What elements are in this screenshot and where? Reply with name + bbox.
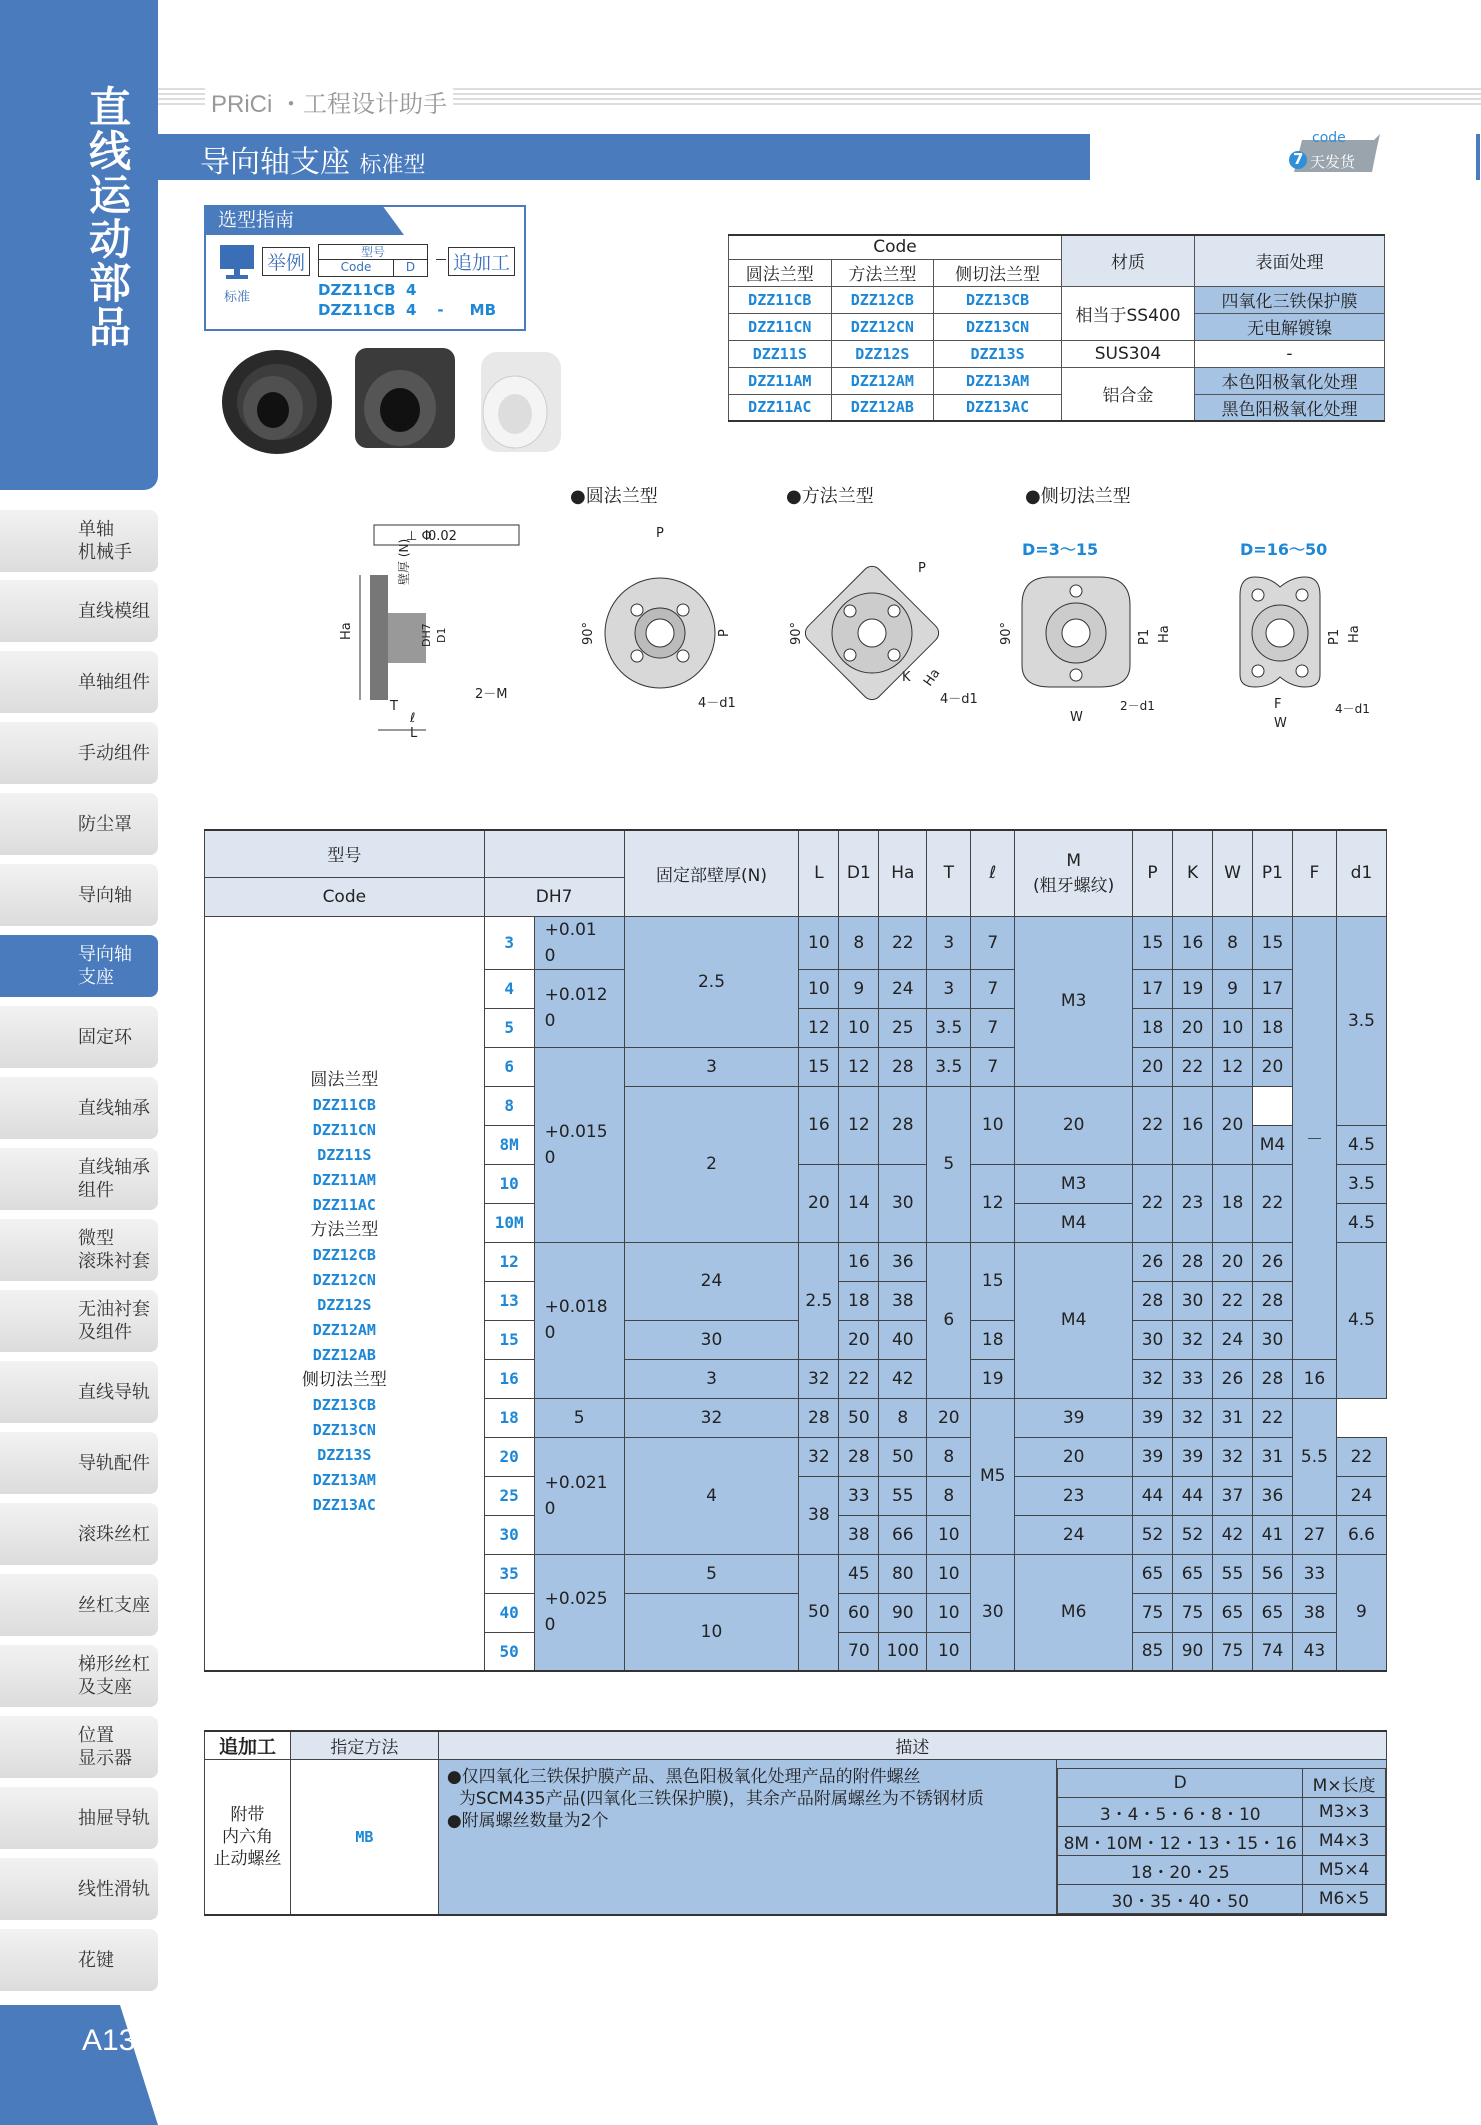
table-row: 18 5 32 28 50 8 20 M5 39 39 32 31 22 5.5 [205, 1398, 1387, 1437]
page-title: 导向轴支座 标准型 [200, 145, 426, 180]
table-row: 6 +0.015 0 3 15 12 28 3.5 7 20 22 12 20 [205, 1047, 1387, 1086]
svg-text:Ha: Ha [339, 622, 354, 640]
sidebar-item-dust-cover[interactable]: 防尘罩 [0, 793, 158, 855]
side-cut-flange-photo [481, 352, 561, 452]
example-1: DZZ11CB 4 [318, 281, 417, 299]
sidebar-item-collar[interactable]: 固定环 [0, 1006, 158, 1068]
sidebar-item-spline[interactable]: 花键 [0, 1929, 158, 1991]
sidebar-item-position-indicator[interactable]: 位置 显示器 [0, 1716, 158, 1778]
svg-text:P: P [656, 526, 664, 541]
svg-text:Ha: Ha [920, 666, 944, 690]
svg-text:W: W [1274, 716, 1287, 731]
svg-text:ℓ: ℓ [410, 711, 416, 726]
page-number: A1303 [82, 2024, 169, 2057]
svg-text:P: P [717, 629, 732, 637]
svg-text:DH7: DH7 [420, 623, 433, 647]
sidebar-item-manual-unit[interactable]: 手动组件 [0, 722, 158, 784]
table-row: 圆法兰型 DZZ11CB DZZ11CN DZZ11S DZZ11AM DZZ11AC 方法兰型 DZZ12CB DZZ12CN DZZ12S DZZ12AM DZZ12AB 侧切法兰型 DZZ13CB DZZ13CN DZZ13S DZZ13AM DZZ13AC 3 +0.01 0 2.5 10 8 22 3 7 M3 15 16 8 15 － 3.5 [205, 916, 1387, 969]
sidebar-item-drawer-slide[interactable]: 抽屉导轨 [0, 1787, 158, 1849]
svg-text:P1: P1 [1327, 628, 1342, 645]
table-row: 25 38 33 55 8 23 44 44 37 36 24 [205, 1476, 1387, 1515]
table-row: 35 +0.025 0 5 50 45 80 10 30 M6 65 65 55 56 33 9 [205, 1554, 1387, 1593]
header-edge [1476, 134, 1480, 180]
sidebar-item-linear-bearing-unit[interactable]: 直线轴承 组件 [0, 1148, 158, 1210]
round-flange-label: ●圆法兰型 [570, 486, 658, 507]
side-large-label: D=16～50 [1240, 540, 1328, 559]
sidebar-item-single-axis-robot[interactable]: 单轴 机械手 [0, 510, 158, 572]
table-row: 8 2 16 12 28 5 10 20 22 16 20 [205, 1086, 1387, 1125]
table-row: 50 70 100 10 85 90 75 74 43 [205, 1632, 1387, 1671]
sidebar-item-mini-ball-bushing[interactable]: 微型 滚珠衬套 [0, 1219, 158, 1281]
square-flange-label: ●方法兰型 [786, 486, 874, 507]
addon-label: 追加工 [448, 247, 515, 276]
svg-text:⊥ Φ: ⊥ Φ [406, 529, 432, 544]
example-label: 举例 [262, 247, 310, 276]
spec-table-body [205, 916, 1387, 1671]
table-row: 40 10 60 90 10 75 75 65 65 38 [205, 1593, 1387, 1632]
delivery-badge: code 7 天发货 [1282, 132, 1382, 174]
sidebar-item-screw-support[interactable]: 丝杠支座 [0, 1574, 158, 1636]
table-row: 20 +0.021 0 4 32 28 50 8 20 39 39 32 31 22 [205, 1437, 1387, 1476]
svg-text:P1: P1 [1137, 628, 1152, 645]
svg-text:4－d1: 4－d1 [940, 692, 978, 707]
svg-text:2－d1: 2－d1 [1120, 699, 1155, 713]
svg-text:P: P [918, 561, 926, 576]
sidebar-item-guide-shaft[interactable]: 导向轴 [0, 864, 158, 926]
table-row: 16 3 32 22 42 19 32 33 26 28 16 [205, 1359, 1387, 1398]
standard-label: 标准 [224, 290, 251, 305]
side-small-label: D=3～15 [1022, 540, 1099, 559]
table-row: 30 38 66 10 24 52 52 42 41 27 6.6 [205, 1515, 1387, 1554]
brand: PRiCi ・工程设计助手 [205, 84, 453, 119]
svg-text:0.02: 0.02 [428, 529, 457, 544]
sidebar-item-shaft-support[interactable]: 导向轴 支座 [0, 935, 158, 997]
sidebar-item-oilless-bushing[interactable]: 无油衬套 及组件 [0, 1290, 158, 1352]
svg-text:4－d1: 4－d1 [698, 696, 736, 711]
svg-text:Ha: Ha [1347, 625, 1362, 643]
svg-text:T: T [390, 699, 398, 714]
title-bar-tail [1040, 134, 1100, 180]
svg-text:Ha: Ha [1157, 625, 1172, 643]
square-flange-photo [355, 348, 455, 448]
code-list: 圆法兰型 DZZ11CB DZZ11CN DZZ11S DZZ11AM DZZ11AC 方法兰型 DZZ12CB DZZ12CN DZZ12S DZZ12AM DZZ12AB 侧切法兰型 DZZ13CB DZZ13CN DZZ13S DZZ13AM DZZ13AC [205, 916, 485, 1671]
svg-text:W: W [1070, 710, 1083, 725]
table-row: 8M M4 4.5 [205, 1125, 1387, 1164]
guide-head-arrow [368, 205, 404, 235]
round-flange-drawing [581, 526, 736, 711]
side-cut-large-drawing [1240, 577, 1370, 731]
monitor-icon [218, 243, 260, 283]
spec-table: 型号 固定部壁厚(N) L D1 Ha T ℓ M (粗牙螺纹) P K W P1 F d1 Code DH7 圆法兰型 DZZ11CB DZZ11CN DZZ11S DZZ11AM DZZ11AC 方法兰型 DZZ12CB DZZ12CN DZZ12S DZZ12AM DZZ12AB 侧切法兰型 DZZ13CB DZZ13CN DZZ13S DZZ13AM DZZ13AC 3 +0.01 0 2.5 10 8 22 3 7 M3 15 16 8 15 － 3.5 4 +0.012 0 10 9 24 3 7 17 19 9 17 5 12 10 25 3.5 7 18 20 10 18 6 +0.015 0 3 15 12 28 3.5 7 20 22 12 20 8 2 16 12 28 5 10 20 22 16 20 8M M4 4.5 10 20 14 30 12 M3 22 23 18 22 3.5 10M M4 4.5 12 +0.018 0 24 2.5 16 36 6 15 M4 26 28 20 26 4.5 13 18 38 28 30 22 28 15 30 20 40 18 30 32 24 30 16 3 32 22 42 19 32 33 26 28 16 18 5 32 28 50 8 20 M5 39 39 32 31 22 5.5 20 +0.021 0 4 32 28 50 8 20 39 39 32 31 22 25 38 33 55 8 23 44 44 37 36 24 30 38 66 10 24 52 52 42 41 27 6.6 35 +0.025 0 5 50 45 80 10 30 M6 65 65 55 56 33 9 40 10 60 90 10 75 75 65 65 38 50 70 100 10 85 90 75 74 43 [204, 829, 1387, 1672]
material-table: Code 材质 表面处理 圆法兰型 方法兰型 侧切法兰型 DZZ11CB DZZ12CB DZZ13CB 相当于SS400 四氧化三铁保护膜 DZZ11CN DZZ12CN DZZ13CN 无电解镀镍 DZZ11S DZZ12S DZZ13S SUS304 - DZZ11AM DZZ12AM DZZ13AM 铝合金 本色阳极氧化处理 DZZ11AC DZZ12AB DZZ13AC 黑色阳极氧化处理 [728, 234, 1385, 422]
svg-text:2－M: 2－M [475, 687, 508, 702]
side-flange-label: ●侧切法兰型 [1025, 486, 1131, 507]
sidebar-item-linear-module[interactable]: 直线模组 [0, 580, 158, 642]
table-row: 13 18 38 28 30 22 28 [205, 1281, 1387, 1320]
svg-text:F: F [1274, 697, 1282, 712]
page-subtitle: 标准型 [359, 153, 426, 178]
table-row: 12 +0.018 0 24 2.5 16 36 6 15 M4 26 28 20 26 4.5 [205, 1242, 1387, 1281]
sidebar-item-linear-guide[interactable]: 直线导轨 [0, 1361, 158, 1423]
svg-text:D1: D1 [435, 627, 448, 643]
svg-text:90°: 90° [581, 621, 596, 645]
svg-text:L: L [410, 726, 418, 741]
table-row: 10M M4 4.5 [205, 1203, 1387, 1242]
svg-text:90°: 90° [789, 621, 804, 645]
svg-text:壁厚 (N): 壁厚 (N) [397, 538, 411, 585]
square-flange-drawing [789, 561, 978, 707]
sidebar [0, 0, 169, 2125]
sidebar-item-ball-screw[interactable]: 滚珠丝杠 [0, 1503, 158, 1565]
sidebar-item-guide-accessories[interactable]: 导轨配件 [0, 1432, 158, 1494]
example-model-box: 型号 Code D [318, 244, 428, 277]
side-view-drawing [339, 525, 519, 741]
sidebar-footer [0, 2005, 158, 2125]
table-row: 5 12 10 25 3.5 7 18 20 10 18 [205, 1008, 1387, 1047]
svg-text:4－d1: 4－d1 [1335, 702, 1370, 716]
table-row: 4 +0.012 0 10 9 24 3 7 17 19 9 17 [205, 969, 1387, 1008]
round-flange-photo [222, 350, 332, 454]
table-row: 15 30 20 40 18 30 32 24 30 [205, 1320, 1387, 1359]
selection-guide-head: 选型指南 [204, 205, 374, 235]
svg-text:K: K [902, 670, 911, 685]
product-photos [215, 340, 565, 460]
example-2: DZZ11CB 4 - MB [318, 301, 497, 319]
sidebar-item-linear-bearing[interactable]: 直线轴承 [0, 1077, 158, 1139]
screw-size-table: D M×长度 3・4・5・6・8・10 M3×3 8M・10M・12・13・15・16 M4×3 18・20・25 M5×4 30・35・40・50 M6×5 [1057, 1768, 1386, 1914]
side-cut-small-drawing [999, 577, 1172, 725]
sidebar-item-trapezoidal-screw[interactable]: 梯形丝杠 及支座 [0, 1645, 158, 1707]
category-title: 直线运动部品 [88, 83, 131, 352]
svg-text:90°: 90° [999, 621, 1014, 645]
sidebar-item-linear-slide[interactable]: 线性滑轨 [0, 1858, 158, 1920]
table-row: 10 20 14 30 12 M3 22 23 18 22 3.5 [205, 1164, 1387, 1203]
technical-drawings [330, 515, 1390, 750]
addon-table: 追加工 指定方法 描述 附带 内六角 止动螺丝 MB ●仅四氧化三铁保护膜产品、黑色阳极氧化处理产品的附件螺丝 为SCM435产品(四氧化三铁保护膜)，其余产品附属螺丝为不锈钢材质 ●附属螺丝数量为2个 D M×长度 3・4・5・6・8・10 M3×3 8M・10M・12・13・15・16 M4×3 18・20・25 M5×4 30・35・40・50 M6×5 [204, 1730, 1387, 1916]
sidebar-item-single-axis-unit[interactable]: 单轴组件 [0, 651, 158, 713]
